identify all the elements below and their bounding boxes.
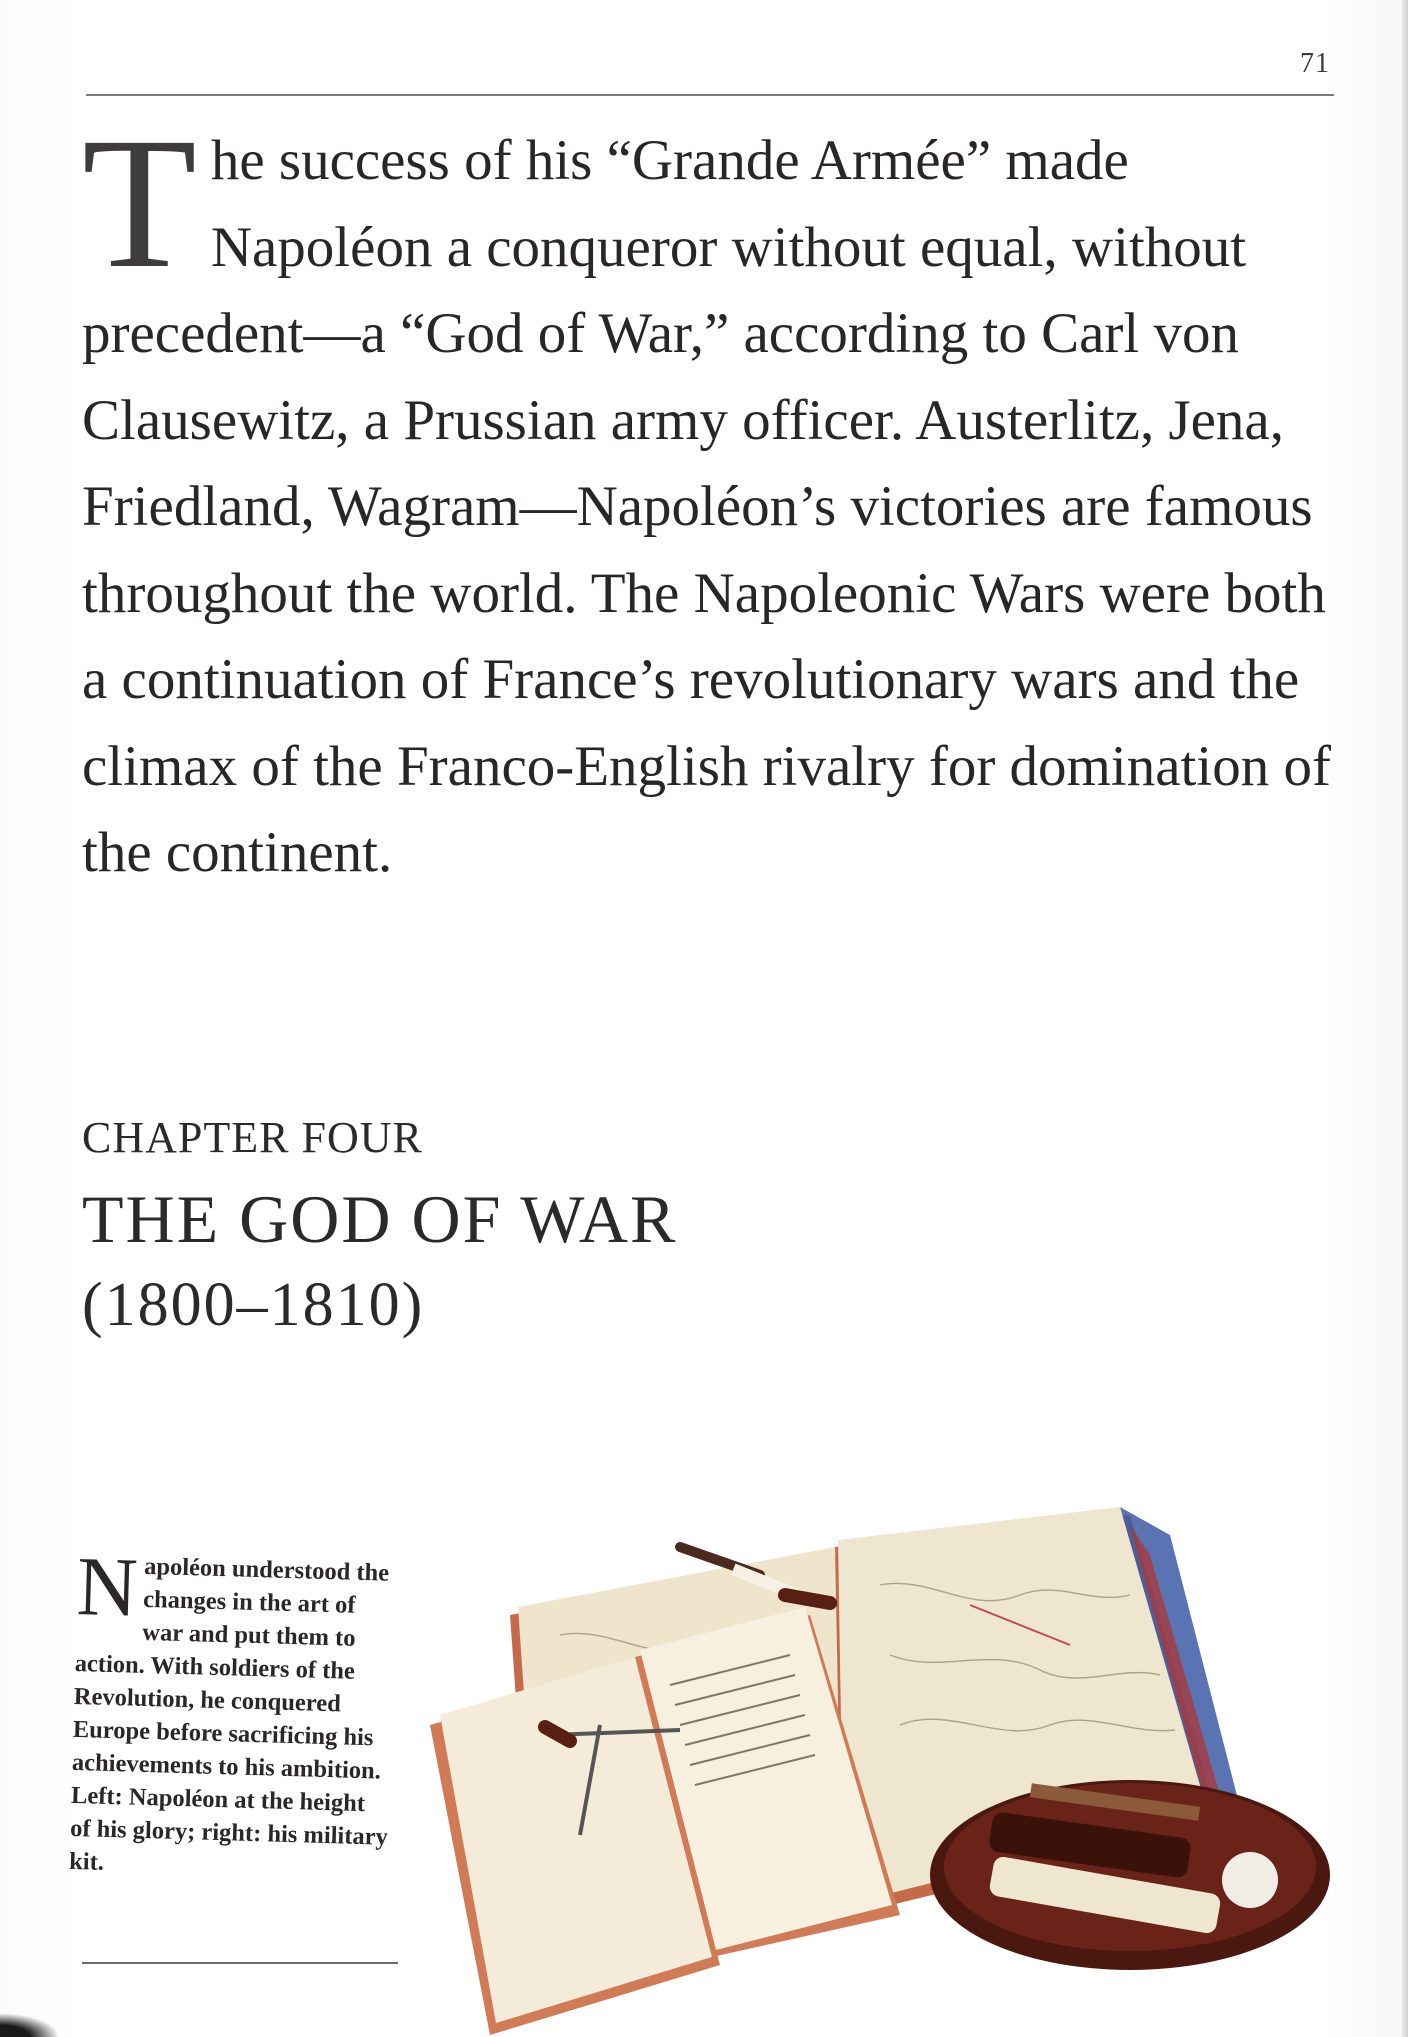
intro-paragraph bbox=[82, 98, 1332, 897]
drop-cap: T bbox=[82, 98, 197, 307]
chapter-title: THE GOD OF WAR bbox=[82, 1181, 678, 1257]
intro-text: he success of his “Grande Armée” made Napoléon a conqueror without equal, without precedent—a “God of War,” according to Carl von Clausewitz, a Prussian army officer. Austerlitz, Jena, Friedland, Wagram—Napoléon’s victories are famous throughout the world. The Napoleonic Wars were both a continuation of France’s revolutionary wars and the climax of the Franco-English rivalry for domination of the continent. bbox=[82, 129, 1331, 884]
caption-rule bbox=[82, 1962, 398, 1964]
page-edge-shadow bbox=[1402, 0, 1408, 2037]
military-kit-illustration bbox=[430, 1495, 1330, 2035]
page-number: 71 bbox=[1300, 48, 1330, 79]
caption-drop-cap: N bbox=[75, 1540, 139, 1635]
header-rule bbox=[86, 94, 1334, 96]
chapter-years: (1800–1810) bbox=[82, 1271, 425, 1339]
instrument-case bbox=[930, 1780, 1330, 1970]
chapter-label: CHAPTER FOUR bbox=[82, 1113, 423, 1162]
image-caption bbox=[68, 1540, 398, 1887]
scan-corner-shadow bbox=[0, 2013, 60, 2037]
caption-text: apoléon understood the changes in the art of war and put them to action. With soldiers of the Revolution, he conquered Europe before sacrificing his achievements to his ambition. Left: Napoléon at the height of his glory; right: his military kit. bbox=[68, 1552, 390, 1876]
